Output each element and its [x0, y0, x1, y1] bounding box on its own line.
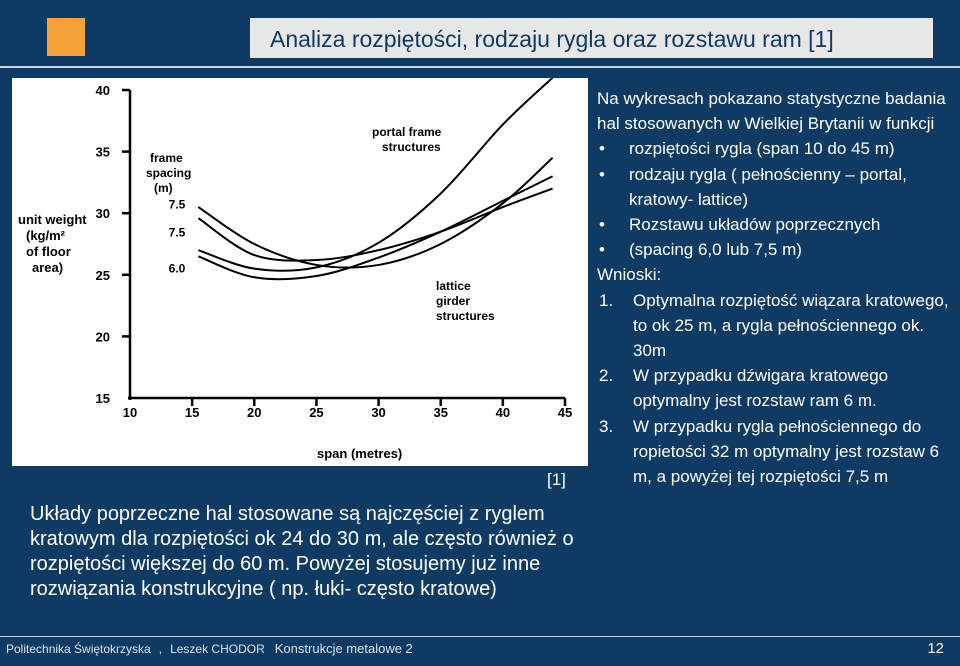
title-bar — [250, 18, 933, 58]
bullet-text: (spacing 6,0 lub 7,5 m) — [629, 240, 802, 260]
conclusion-text: W przypadku dźwigara kratowego optymalny jest rozstaw ram 6 m. — [633, 366, 889, 411]
x-tick-label: 40 — [495, 405, 511, 420]
bullet-item — [597, 162, 953, 212]
footer-author: Leszek CHODOR — [170, 642, 265, 656]
x-tick-label: 35 — [433, 405, 448, 420]
right-description — [597, 86, 953, 489]
page-number: 12 — [927, 640, 944, 657]
bullet-item — [597, 212, 953, 237]
conclusion-text: W przypadku rygla pełnościennego do ropietości 32 m optymalny jest rozstaw 6 m, a powyżej tej rozpiętości 7,5 m — [633, 416, 940, 487]
chart-axes — [96, 83, 573, 420]
conclusion-text: Optymalna rozpiętość wiązara kratowego, to ok 25 m, a rygla pełnościennego ok. 30m — [633, 290, 949, 361]
footer-institution: Politechnika Świętokrzyska — [6, 642, 151, 656]
intro-text: Na wykresach pokazano statystyczne badania hal stosowanych w Wielkiej Brytanii w funkcji — [597, 89, 946, 134]
y-tick-label: 15 — [95, 391, 110, 406]
bullet-icon: • — [599, 215, 605, 235]
chart — [12, 78, 588, 466]
left-description: Układy poprzeczne hal stosowane są najczęściej z ryglem kratowym dla rozpiętości ok 24 do 30 m, ale często również o rozpiętości większej do 60 m. Powyżej stosujemy już inne rozwiązania konstrukcyjne ( np. łuki- często kratowe) — [30, 503, 574, 600]
legend-title-line-3: (m) — [154, 181, 173, 195]
y-tick-label: 35 — [95, 144, 110, 160]
chart-series-group — [198, 78, 552, 279]
title-divider — [0, 66, 960, 68]
footer — [6, 641, 413, 656]
y-tick-label: 25 — [95, 267, 110, 283]
footer-separator: , — [158, 642, 163, 656]
y-tick-label: 20 — [95, 329, 110, 345]
y-axis-label-line-2: (kg/m² — [26, 228, 65, 243]
legend-title-line-1: frame — [150, 151, 183, 165]
x-tick-label: 30 — [371, 405, 386, 420]
bullet-item — [597, 237, 953, 262]
group-label-lattice-2: girder — [436, 294, 471, 308]
conclusion-number: 1. — [599, 290, 614, 310]
reference-tag: [1] — [547, 470, 566, 489]
bullet-icon: • — [599, 240, 605, 260]
bullet-text: rodzaju rygla ( pełnościenny – portal, kratowy- lattice) — [629, 164, 907, 209]
conclusion-item — [597, 363, 953, 413]
series-line-4 — [198, 176, 552, 279]
x-tick-label: 20 — [247, 405, 262, 420]
group-label-portal-1: portal frame — [372, 125, 442, 139]
x-tick-label: 45 — [557, 405, 573, 420]
x-axis-label: span (metres) — [317, 446, 403, 461]
series-label: 7.5 — [168, 197, 186, 212]
series-label: 7.5 — [168, 225, 186, 240]
series-label: 6.0 — [168, 261, 186, 276]
footer-divider — [0, 636, 960, 637]
x-tick-label: 10 — [122, 405, 138, 420]
conclusion-item — [597, 288, 953, 364]
slide-title: Analiza rozpiętości, rodzaju rygla oraz rozstawu ram [1] — [270, 26, 834, 52]
y-tick-label: 30 — [95, 206, 110, 222]
y-axis-label-line-4: area) — [32, 260, 64, 275]
bullet-icon: • — [599, 139, 605, 159]
bullet-text: rozpiętości rygla (span 10 do 45 m) — [629, 139, 895, 159]
conclusion-number: 2. — [599, 366, 614, 386]
x-tick-label: 15 — [184, 405, 200, 420]
group-label-portal-2: structures — [382, 140, 441, 154]
bullet-text: Rozstawu układów poprzecznych — [629, 215, 881, 235]
bullet-icon: • — [599, 164, 605, 184]
conclusion-item — [597, 414, 953, 490]
conclusion-number: 3. — [599, 416, 614, 436]
series-line-3 — [198, 189, 552, 261]
group-label-lattice-3: structures — [436, 309, 495, 323]
footer-course: Konstrukcje metalowe 2 — [274, 641, 413, 656]
bullet-item — [597, 136, 953, 161]
conclusions-label: Wnioski: — [597, 265, 662, 285]
y-axis-label-line-1: unit weight — [18, 212, 87, 227]
accent-square — [47, 18, 85, 56]
group-label-lattice-1: lattice — [436, 279, 471, 293]
y-tick-label: 40 — [95, 83, 110, 98]
chart-panel — [12, 78, 588, 466]
x-tick-label: 25 — [309, 405, 324, 420]
y-axis-label-line-3: of floor — [26, 244, 71, 259]
legend-title-line-2: spacing — [146, 166, 192, 180]
